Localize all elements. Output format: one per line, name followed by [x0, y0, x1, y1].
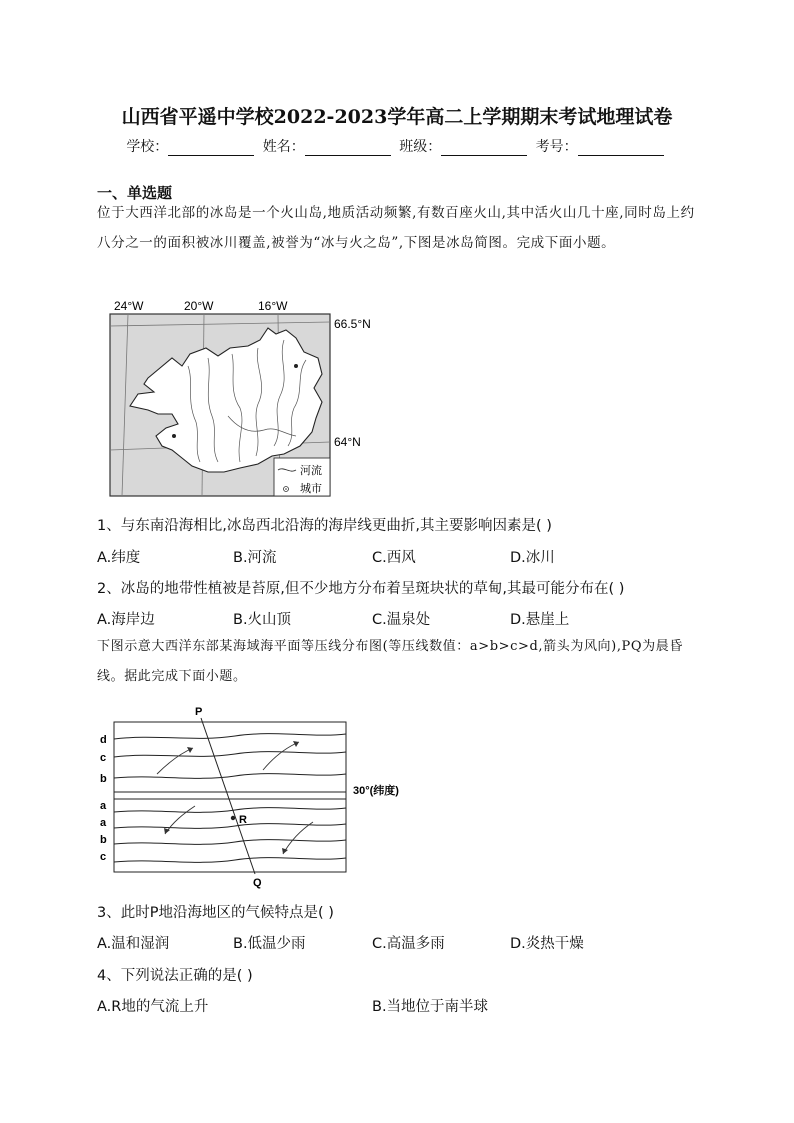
- label-p: P: [195, 706, 203, 718]
- class-blank[interactable]: [441, 141, 527, 156]
- name-blank[interactable]: [305, 141, 391, 156]
- city-dot: [172, 434, 176, 438]
- question-4: 4、下列说法正确的是( ): [97, 968, 253, 984]
- q3-option-d[interactable]: D.炎热干燥: [510, 936, 584, 952]
- q4-option-b[interactable]: B.当地位于南半球: [372, 999, 489, 1015]
- isobar-label: b: [100, 773, 107, 785]
- class-label: 班级：: [399, 139, 442, 155]
- passage-iceland: 位于大西洋北部的冰岛是一个火山岛,地质活动频繁,有数百座火山,其中活火山几十座,同时岛上约八分之一的面积被冰川覆盖,被誉为“冰与火之岛”,下图是冰岛简图。完成下面小题。: [97, 205, 695, 251]
- diagram-frame: [114, 722, 346, 872]
- student-info-line: [0, 136, 794, 156]
- question-3: 3、此时P地沿海地区的气候特点是( ): [97, 905, 334, 921]
- label-r: R: [239, 814, 247, 826]
- isobars: [114, 734, 346, 863]
- latitude-label: 30°(纬度): [353, 785, 399, 797]
- arrow-heads: [164, 741, 299, 854]
- point-r: [231, 816, 235, 820]
- city-dot: [294, 364, 298, 368]
- isobar-label: a: [100, 817, 107, 829]
- q1-option-c[interactable]: C.西风: [372, 550, 416, 566]
- lat-label-66: 66.5°N: [334, 317, 371, 331]
- isobar-label: c: [100, 752, 107, 764]
- q3-option-c[interactable]: C.高温多雨: [372, 936, 445, 952]
- q2-option-a[interactable]: A.海岸边: [97, 612, 155, 628]
- school-blank[interactable]: [168, 141, 254, 156]
- wind-arrows: [157, 742, 313, 854]
- exam-number-label: 考号：: [535, 139, 578, 155]
- q3-option-b[interactable]: B.低温少雨: [233, 936, 306, 952]
- school-label: 学校：: [126, 139, 169, 155]
- q1-option-b[interactable]: B.河流: [233, 550, 277, 566]
- exam-title: 山西省平遥中学校2022-2023学年高二上学期期末考试地理试卷: [121, 106, 673, 128]
- terminator-pq: [201, 718, 255, 874]
- name-label: 姓名：: [262, 139, 305, 155]
- q2-option-b[interactable]: B.火山顶: [233, 612, 292, 628]
- question-1: 1、与东南沿海相比,冰岛西北沿海的海岸线更曲折,其主要影响因素是( ): [97, 518, 552, 534]
- q2-option-d[interactable]: D.悬崖上: [510, 612, 570, 628]
- isobar-diagram: [95, 702, 425, 892]
- question-2: 2、冰岛的地带性植被是苔原,但不少地方分布着呈斑块状的草甸,其最可能分布在( ): [97, 581, 625, 597]
- q2-option-c[interactable]: C.温泉处: [372, 612, 431, 628]
- lon-label-24w: 24°W: [114, 299, 144, 313]
- q1-option-d[interactable]: D.冰川: [510, 550, 555, 566]
- lat-label-64: 64°N: [334, 435, 361, 449]
- iceland-map: [108, 296, 388, 498]
- q4-option-a[interactable]: A.R地的气流上升: [97, 999, 209, 1015]
- passage-isobar: 下图示意大西洋东部某海域海平面等压线分布图(等压线数值：a>b>c>d,箭头为风向),PQ为晨昏线。据此完成下面小题。: [97, 639, 683, 684]
- q1-option-a[interactable]: A.纬度: [97, 550, 141, 566]
- isobar-label: b: [100, 834, 107, 846]
- q3-option-a[interactable]: A.温和湿润: [97, 936, 170, 952]
- label-q: Q: [253, 877, 262, 889]
- exam-number-blank[interactable]: [578, 141, 664, 156]
- section-heading: 一、单选题: [97, 184, 173, 202]
- isobar-label: a: [100, 800, 107, 812]
- legend-city: 城市: [300, 483, 322, 495]
- lon-label-20w: 20°W: [184, 299, 214, 313]
- isobar-label: c: [100, 851, 107, 863]
- lon-label-16w: 16°W: [258, 299, 288, 313]
- isobar-label: d: [100, 734, 107, 746]
- legend-river: 河流: [300, 465, 322, 477]
